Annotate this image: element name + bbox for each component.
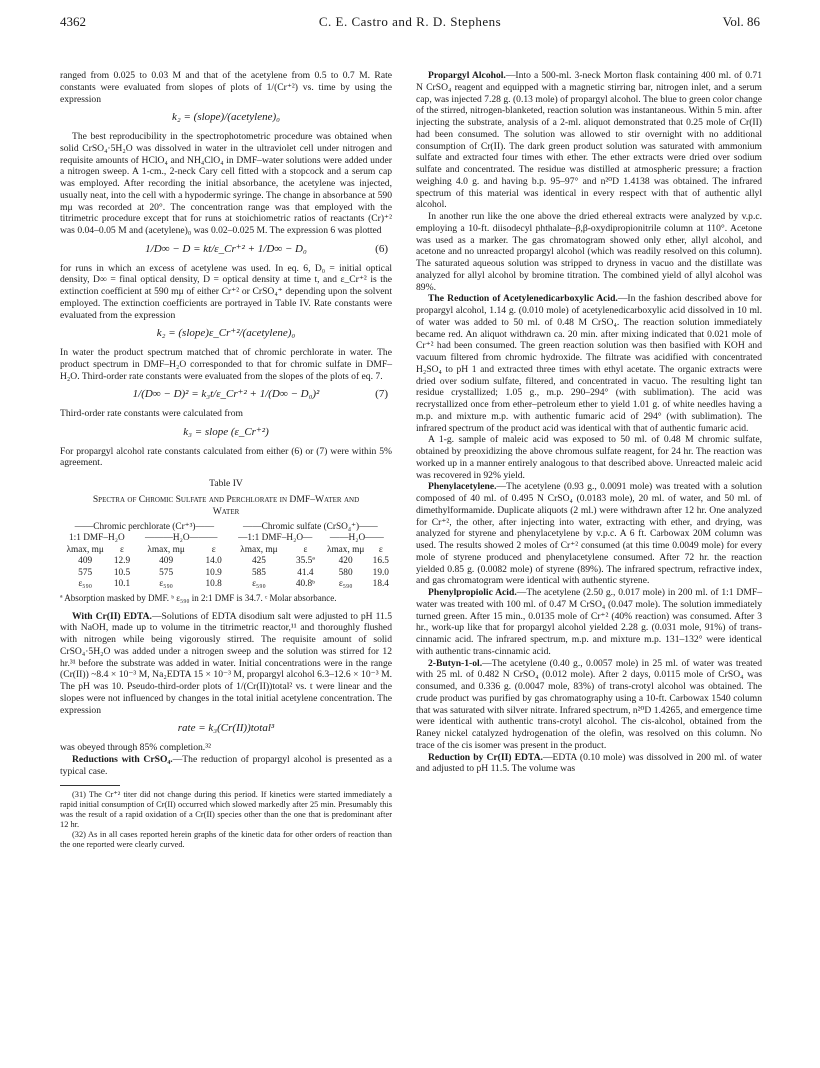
spectra-table xyxy=(60,522,392,591)
col-head: λmax, mμ xyxy=(147,544,185,555)
col-head: ε xyxy=(211,544,216,555)
equation: rate = k₃(Cr(II))total³ xyxy=(177,722,275,735)
equation: k₃ = slope (ε_Cr⁺²) xyxy=(183,425,269,438)
col-head: ε xyxy=(378,544,383,555)
table-cell: ε₅₉₀ xyxy=(159,579,173,590)
table-group-header xyxy=(60,522,392,534)
table-cell: 420 xyxy=(338,556,353,567)
run-in-heading: With Cr(II) EDTA. xyxy=(72,610,152,622)
table-sub-header xyxy=(60,533,392,545)
paragraph-text: —Into a 500-ml. 3-neck Morton flask containing 400 ml. of 0.71 N CrSO₄ reagent and equipped with a magnetic stirring bar, nitrogen inlet, and a serum cap, was injected 7.28 g. (0.13 mole) of propargyl alcohol. The blue to green color change of the stirred, nitrogen-blanketed, reaction solution was instantaneous. Within 5 min. after injecting the substrate, analysis of a 2-ml. aliquot demonstrated that 0.25 mole of Cr(II) had been consumed. The solution was allowed to stir overnight with no additional consumption of Cr(II). The dark green product solution was saturated with ammonium sulfate and extracted four times with ether. The ether extracts were dried over sodium sulfate and concentrated. The residue was distilled at atmospheric pressure; a fraction weighing 4.0 g. and having b.p. 95–97° and n²⁰D 1.4138 was obtained. The infrared spectrum of this material was identical in every respect with that of authentic allyl alcohol. xyxy=(416,70,762,211)
sub-head: ———H₂O——— xyxy=(144,533,218,544)
paragraph: was obeyed through 85% completion.³² xyxy=(60,742,211,753)
running-header xyxy=(60,14,760,36)
table-cell: ε₅₉₀ xyxy=(78,579,92,590)
group-head: ——Chromic sulfate (CrSO₄⁺)—— xyxy=(243,521,378,532)
paragraph: ranged from 0.025 to 0.03 M and that of the acetylene from 0.5 to 0.7 M. Rate constants were evaluated from slopes of plots of 1/(Cr⁺²) vs. time by using the expression xyxy=(60,70,392,105)
run-in-heading: Phenylpropiolic Acid. xyxy=(428,587,517,598)
table-cell: 16.5 xyxy=(372,556,389,567)
run-in-heading: Reduction by Cr(II) EDTA. xyxy=(428,751,543,763)
run-in-heading: Propargyl Alcohol. xyxy=(428,70,506,81)
table-cell: 10.5 xyxy=(113,567,131,578)
table-cell: 409 xyxy=(159,556,174,567)
table-cell: 10.8 xyxy=(205,579,222,590)
table-cell: ε₅₉₀ xyxy=(338,579,353,590)
paragraph-text: —In the fashion described above for propargyl alcohol, 1.14 g. (0.010 mole) of acetylenedicarboxylic acid dissolved in 10 ml. of water was added to 50 ml. of 0.48 M CrSO₄. The reaction solution immediately became red. An aliquot withdrawn ca. 20 min. after mixing indicated that 0.021 mole of Cr⁺² had been consumed. The green reaction solution was then basified with KOH and vacuum filtered from chromic hydroxide. The filtrate was acidified with concentrated H₂SO₄ to pH 1 and extracted three times with ethyl acetate. The organic extracts were dried over sodium sulfate, filtered, and concentrated in vacuo. The resulting light tan residue crystallized; 1.05 g., m.p. 290–294° (with sublimation). The acid was recrystallized once from ether–petroleum ether to yield 1.01 g. of white needles having a m.p. and mixture m.p. with authentic fumaric acid of 294° (with sublimation). The infrared spectrum of the product acid was identical with that of authentic fumaric acid. xyxy=(416,293,762,434)
paragraph: A 1-g. sample of maleic acid was exposed to 50 ml. of 0.48 M chromic sulfate, obtained by preoxidizing the above chromous sulfate reagent, for 24 hr. The reaction was worked up in a manner entirely analogous to that described above. Unreacted maleic acid was recovered in 92% yield. xyxy=(416,434,762,481)
left-column xyxy=(60,70,392,850)
run-in-heading: Phenylacetylene. xyxy=(428,481,497,493)
sub-head: 1:1 DMF–H₂O xyxy=(68,533,125,544)
paragraph-text: —Solutions of EDTA disodium salt were adjusted to pH 11.5 with NaOH, made up to volume in the titrimetric reactor,¹¹ and thoroughly flushed with nitrogen while being vigorously stirred. The requisite amount of solid CrSO₄·5H₂O was added under a nitrogen sweep and the solution was stirred for 12 hr.³¹ before the substrate was added in water. Initial concentrations were in the range (Cr(II)) ~8.4 × 10⁻³ M, Na₂EDTA 15 × 10⁻³ M, propargyl alcohol 6.3–12.6 × 10⁻³ M. The pH was 10. Pseudo-third-order plots of 1/(Cr(II))total² vs. t were linear and the slopes were not influenced by changes in the total initial acetylene concentration. The expression xyxy=(60,610,392,716)
footnote: (31) The Cr⁺² titer did not change during this period. If kinetics were started immediately a rapid initial consumption of Cr(II) occurred which slowed markedly after 25 min. Presumably this was the result of a rapid oxidation of a Cr(II) species other than the one that is predominant after 12 hr. xyxy=(60,790,392,830)
paragraph: In water the product spectrum matched that of chromic perchlorate in water. The product spectrum in DMF–H₂O corresponded to that for chromic sulfate in DMF–H₂O. Third-order rate constants were evaluated from the slopes of the plots of eq. 7. xyxy=(60,347,392,382)
group-head: ——Chromic perchlorate (Cr⁺³)—— xyxy=(74,521,215,532)
page-number: 4362 xyxy=(60,14,86,29)
table-title: Spectra of Chromic Sulfate and Perchlorate in DMF–Water and Water xyxy=(92,493,360,517)
col-head: ε xyxy=(303,544,308,555)
table-column-header xyxy=(60,545,392,557)
paragraph-text: —The acetylene (0.40 g., 0.0057 mole) in 25 ml. of water was treated with 25 ml. of 0.482 N CrSO₄ (0.012 mole). After 2 days, 0.0115 mole of CrSO₄ was consumed, and 0.336 g. (0.0047 mole, 83%) of trans-crotyl alcohol was obtained. The crude product was purified by gas chromatography using a 10-ft. Carbowax 1540 column that was saturated with silver nitrate. Infrared spectrum, n²⁰D 1.4265, and emergence time were identical with authentic trans-crotyl alcohol. The cis-alcohol, obtained from the Raney nickel catalyzed hydrogenation of the olefin, was resolved on this column. No trace of the cis isomer was present in the product. xyxy=(416,657,762,751)
paragraph: Third-order rate constants were calculated from xyxy=(60,408,243,419)
table-cell: 425 xyxy=(252,556,266,567)
equation-text: 1/D∞ − D = kt/ε_Cr⁺² + 1/D∞ − D₀ xyxy=(145,242,307,255)
col-head: λmax, mμ xyxy=(240,544,278,555)
run-in-heading: Reductions with CrSO₄. xyxy=(72,753,173,765)
paragraph: The best reproducibility in the spectrophotometric procedure was obtained when solid CrSO₄·5H₂O was dissolved in water in the ultraviolet cell under nitrogen and requisite amounts of HClO₄ and NH₄ClO₄ in DMF–water solutions were added under a nitrogen sweep. A 1-cm., 2-neck Cary cell fitted with a stopcock and a serum cap was employed. After recording the initial absorbance, the acetylene was injected, usually neat, into the cell with a hypodermic syringe. The change in absorbance at 590 mμ was recorded at 20°. The concentration range was that employed with the titrimetric procedure except that for runs at stoichiometric ratios of reactants (Cr)⁺² was 0.04–0.05 M and (acetylene)₀ was 0.02–0.025 M. The expression 6 was plotted xyxy=(60,131,392,236)
equation-7 xyxy=(60,389,392,401)
table-cell: 580 xyxy=(338,567,353,578)
col-head: ε xyxy=(120,544,124,555)
volume: Vol. 86 xyxy=(722,14,760,29)
col-head: λmax, mμ xyxy=(66,544,104,555)
paragraph-text: —The acetylene (2.50 g., 0.017 mole) in 200 ml. of 1:1 DMF–water was treated with 100 ml. of 0.47 M CrSO₄ (0.047 mole). The solution immediately turned green. After 15 min., 0.0135 mole of Cr⁺² (40% reaction) was consumed. After 3 hr., work-up like that for propargyl alcohol yielded 2.28 g. (0.031 mole, 91%) of trans-cinnamic acid. The infrared spectrum, m.p. and mixture m.p. 131–132° were identical with authentic trans-cinnamic acid. xyxy=(416,587,762,657)
table-cell: 14.0 xyxy=(205,556,222,567)
col-head: λmax, mμ xyxy=(326,544,365,555)
footnote-rule xyxy=(60,785,120,786)
table-cell: 12.9 xyxy=(113,556,131,567)
table-cell: 19.0 xyxy=(372,567,389,578)
equation-6 xyxy=(60,244,392,256)
table-cell: 10.1 xyxy=(113,579,131,590)
table-cell: 18.4 xyxy=(372,579,389,590)
paragraph-text: —The reduction of propargyl alcohol is presented as a typical case. xyxy=(60,753,392,777)
table-cell: 585 xyxy=(252,567,266,578)
table-cell: 409 xyxy=(78,556,93,567)
paragraph-text: —The acetylene (0.93 g., 0.0091 mole) was treated with a solution composed of 40 ml. of 0.495 N CrSO₄ (0.0183 mole), 20 ml. of water, and 50 ml. of dimethylformamide. Duplicate aliquots (2 ml.) were withdrawn after 12 hr. One analyzed for Cr⁺², the other, after injecting into water, extracting with ether, and drying, was analyzed for styrene and phenylacetylene by v.p.c. A 6 ft. Carbowax 20M column was used. The results showed 2 moles of Cr⁺² consumed (at this time 0.0049 mole) for every mole of styrene produced and phenylacetylene consumed. After 72 hr. the reaction yielded 0.85 g. (0.0082 mole) of styrene (89%). The infrared spectrum, refractive index, and gas chromatogram were identical with authentic styrene. xyxy=(416,481,762,587)
table-caption: Table IV xyxy=(209,478,243,489)
table-footnote: ª Absorption masked by DMF. ᵇ ε₅₉₀ in 2:1 DMF is 34.7. ᶜ Molar absorbance. xyxy=(60,592,337,603)
run-in-heading: The Reduction of Acetylenedicarboxylic Acid. xyxy=(428,293,618,305)
equation-text: 1/(D∞ − D)² = k₃t/ε_Cr⁺² + 1/(D∞ − D₀)² xyxy=(132,388,320,401)
paragraph: for runs in which an excess of acetylene was used. In eq. 6, D₀ = initial optical density, D∞ = final optical density, D = optical density at time t, and ε_Cr⁺² is the extinction coefficient at 590 mμ of either Cr⁺² or CrSO₄⁺ depending upon the solvent employed. The extinction coefficients are portrayed in Table IV. Rate constants were evaluated from the expression xyxy=(60,262,392,321)
sub-head: —1:1 DMF–H₂O— xyxy=(238,533,313,544)
table-row xyxy=(60,568,392,580)
table-cell: 575 xyxy=(78,567,93,578)
table-row xyxy=(60,556,392,568)
right-column xyxy=(416,70,762,775)
sub-head: ——H₂O—— xyxy=(329,533,384,544)
paragraph: In another run like the one above the dried ethereal extracts were analyzed by v.p.c. employing a 10-ft. diisodecyl phthalate–β,β-oxydipropionitrile column at 110°. Acetone was used as a marker. The gas chromatogram showed only ether, allyl alcohol, and acetone and no unreacted propargyl alcohol (which was readily resolved on this column). The saturated aqueous solution was stripped to dryness in vacuo and the distillate was analyzed for allyl alcohol by bromine titration. The combined yield of allyl alcohol was 89%. xyxy=(416,211,762,293)
paragraph-text: —EDTA (0.10 mole) was dissolved in 200 ml. of water and adjusted to pH 11.5. The volume was xyxy=(416,751,762,775)
table-cell: 40.8ᵇ xyxy=(295,579,315,590)
footnote: (32) As in all cases reported herein graphs of the kinetic data for other orders of reaction than the one reported were clearly curved. xyxy=(60,830,392,850)
equation-number: (7) xyxy=(375,388,388,401)
run-in-heading: 2-Butyn-1-ol. xyxy=(428,657,483,669)
equation: k₂ = (slope)/(acetylene)₀ xyxy=(172,111,280,124)
equation-number: (6) xyxy=(375,242,388,255)
authors: C. E. Castro and R. D. Stephens xyxy=(318,14,502,29)
table-cell: ε₅₉₀ xyxy=(252,579,266,590)
table-cell: 575 xyxy=(159,567,174,578)
table-cell: 41.4 xyxy=(297,567,314,578)
table-cell: 35.5ª xyxy=(296,556,315,567)
equation: k₂ = (slope)ε_Cr⁺²/(acetylene)₀ xyxy=(156,327,296,340)
table-row xyxy=(60,579,392,591)
table-cell: 10.9 xyxy=(205,567,222,578)
paragraph: For propargyl alcohol rate constants calculated from either (6) or (7) were within 5% agreement. xyxy=(60,445,392,469)
